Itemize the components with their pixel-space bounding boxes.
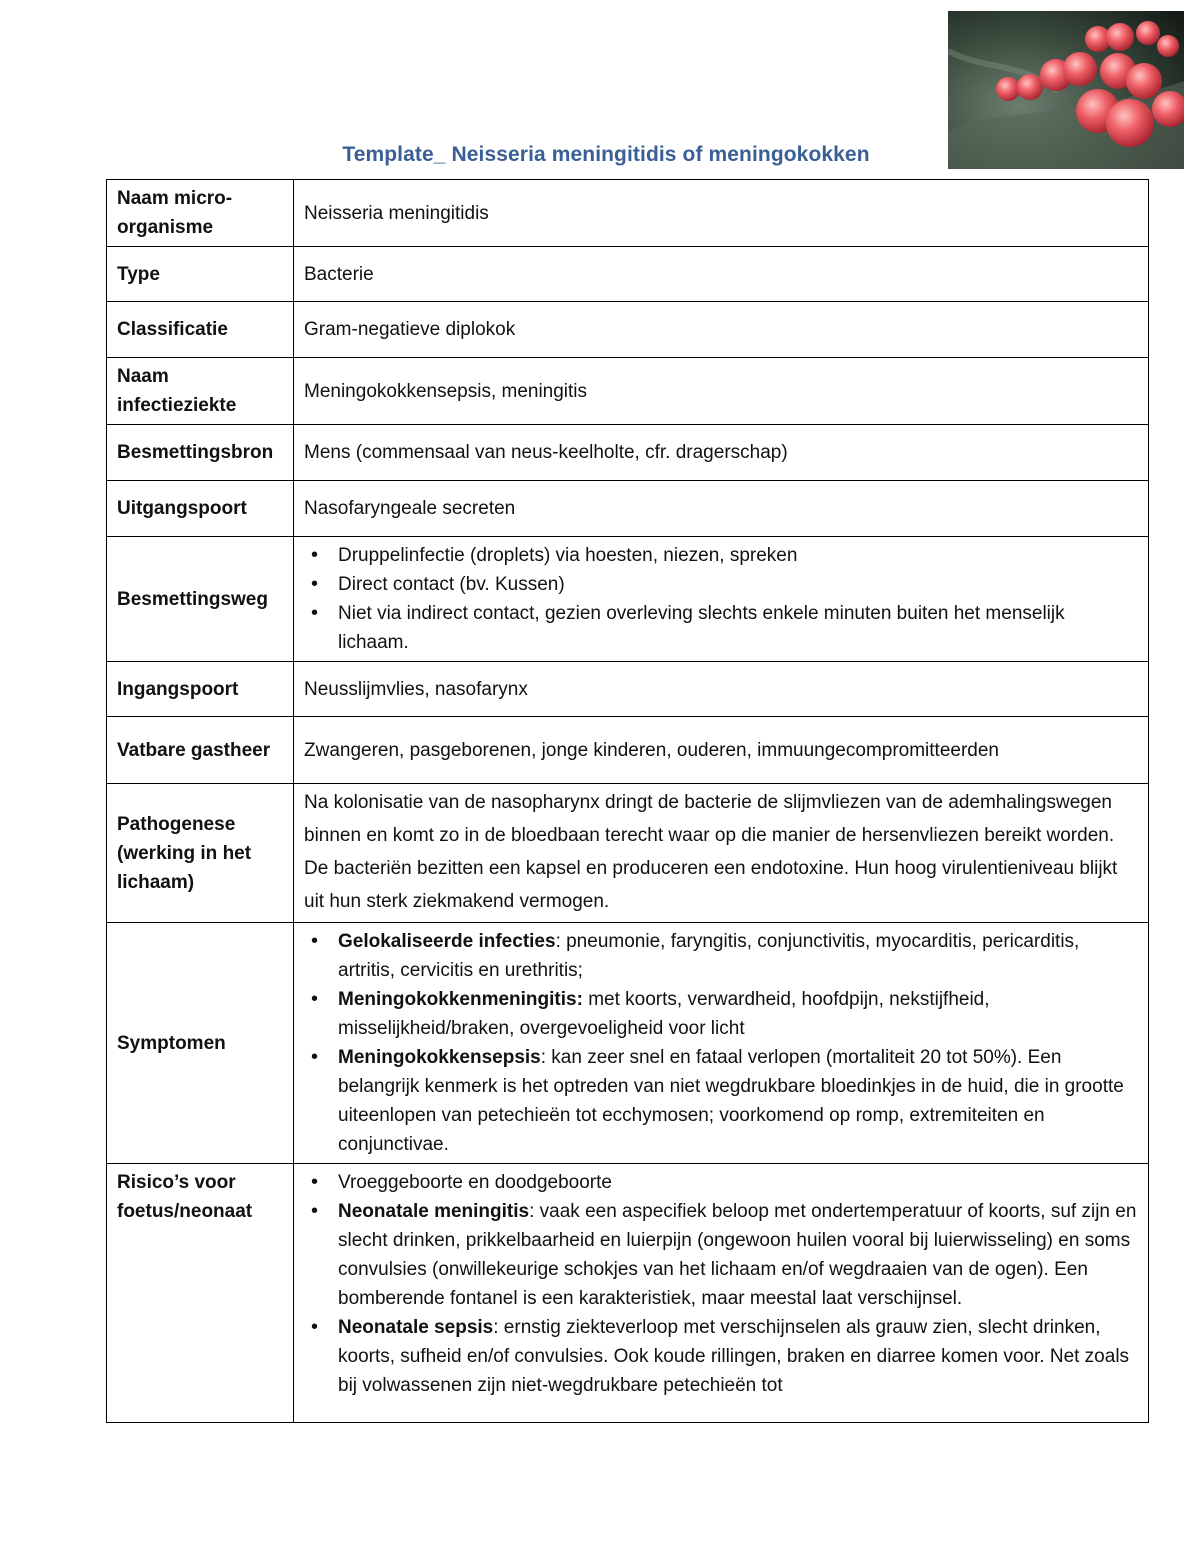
row-value-besmettingsbron: Mens (commensaal van neus-keelholte, cfr. dragerschap) <box>294 425 1149 481</box>
bullet-term: Meningokokkensepsis <box>338 1047 541 1068</box>
bullet-term: Gelokaliseerde infecties <box>338 931 556 952</box>
list-item <box>338 1168 1138 1197</box>
row-label-uitgangspoort: Uitgangspoort <box>107 481 294 537</box>
row-label-vatbare-gastheer: Vatbare gastheer <box>107 717 294 784</box>
row-value-naam-infectieziekte: Meningokokkensepsis, meningitis <box>294 358 1149 425</box>
list-item: • Direct contact (bv. Kussen) <box>338 570 1138 599</box>
row-value-pathogenese: Na kolonisatie van de nasopharynx dringt de bacterie de slijmvliezen van de ademhalingswegen binnen en komt zo in de bloedbaan terecht waar op die manier de hersenvliezen bereikt worden. De bacteriën bezitten een kapsel en produceren een endotoxine. Hun hoog virulentieniveau blijkt uit hun sterk ziekmakend vermogen. <box>294 784 1149 923</box>
table-row <box>107 302 1149 358</box>
table-row <box>107 537 1149 662</box>
row-label-pathogenese: Pathogenese (werking in het lichaam) <box>107 784 294 923</box>
row-label-classificatie: Classificatie <box>107 302 294 358</box>
row-value-uitgangspoort: Nasofaryngeale secreten <box>294 481 1149 537</box>
table-row <box>107 923 1149 1164</box>
list-item <box>338 1313 1138 1400</box>
list-item <box>338 927 1138 985</box>
row-label-ingangspoort: Ingangspoort <box>107 662 294 717</box>
bullet-text: : vaak een aspecifiek beloop met ondertemperatuur of koorts, suf zijn en slecht drinken, prikkelbaarheid en luierpijn (ongewoon huilen vooral bij luierwisseling) en soms convulsies (onwillekeurige schokjes van het lichaam en/of wegdraaien van de ogen). Een bomberende fontanel is een karakteristiek, maar meestal laat verschijnsel. <box>338 1201 1137 1309</box>
bullet-term: Neonatale sepsis <box>338 1317 494 1338</box>
row-value-naam-micro-organisme: Neisseria meningitidis <box>294 180 1149 247</box>
row-label-risicos: Risico’s voor foetus/neonaat <box>107 1164 294 1423</box>
page-title: Template_ Neisseria meningitidis of meningokokken <box>342 143 870 166</box>
row-value-risicos <box>294 1164 1149 1423</box>
row-value-classificatie: Gram-negatieve diplokok <box>294 302 1149 358</box>
table-row <box>107 425 1149 481</box>
info-table <box>106 179 1149 1423</box>
list-item <box>338 1197 1138 1313</box>
row-value-symptomen <box>294 923 1149 1164</box>
bullet-text: : ernstig ziekteverloop met verschijnselen als grauw zien, slecht drinken, koorts, sufheid en/of convulsies. Ook koude rillingen, braken en diarree komen voor. Net zoals bij volwassenen zijn niet-wegdrukbare petechieën tot <box>338 1317 1130 1396</box>
bullet-text: : kan zeer snel en fataal verlopen (mortaliteit 20 tot 50%). Een belangrijk kenmerk is het optreden van niet wegdrukbare bloedinkjes in de huid, die in grootte uiteenlopen van petechieën tot ecchymosen; voorkomend op romp, extremiteiten en conjunctivae. <box>338 1047 1124 1155</box>
row-value-type: Bacterie <box>294 247 1149 302</box>
bullet-list <box>304 927 1138 1159</box>
table-row <box>107 481 1149 537</box>
row-label-besmettingsbron: Besmettingsbron <box>107 425 294 481</box>
row-label-type: Type <box>107 247 294 302</box>
bullet-term: Neonatale meningitis <box>338 1201 530 1222</box>
row-label-naam-infectieziekte: Naam infectieziekte <box>107 358 294 425</box>
row-label-besmettingsweg: Besmettingsweg <box>107 537 294 662</box>
table-row <box>107 717 1149 784</box>
bullet-term: Meningokokkenmeningitis: <box>338 989 583 1010</box>
bullet-list <box>304 541 1138 657</box>
list-item <box>338 985 1138 1043</box>
table-row <box>107 358 1149 425</box>
list-item: • Niet via indirect contact, gezien overleving slechts enkele minuten buiten het menselijk lichaam. <box>338 599 1138 657</box>
bullet-text: Vroeggeboorte en doodgeboorte <box>338 1172 612 1193</box>
list-item <box>338 1043 1138 1159</box>
table-row <box>107 784 1149 923</box>
row-value-besmettingsweg <box>294 537 1149 662</box>
bullet-text: : pneumonie, faryngitis, conjunctivitis, myocarditis, pericarditis, artritis, cervicitis en urethritis; <box>338 931 1080 981</box>
table-row <box>107 247 1149 302</box>
table-row <box>107 1164 1149 1423</box>
row-value-ingangspoort: Neusslijmvlies, nasofarynx <box>294 662 1149 717</box>
row-label-symptomen: Symptomen <box>107 923 294 1164</box>
list-item: • Druppelinfectie (droplets) via hoesten, niezen, spreken <box>338 541 1138 570</box>
row-value-vatbare-gastheer: Zwangeren, pasgeborenen, jonge kinderen, ouderen, immuungecompromitteerden <box>294 717 1149 784</box>
bullet-text: met koorts, verwardheid, hoofdpijn, nekstijfheid, misselijkheid/braken, overgevoeligheid voor licht <box>338 989 990 1039</box>
bullet-list <box>304 1168 1138 1400</box>
table-row <box>107 662 1149 717</box>
row-label-naam-micro-organisme: Naam micro-organisme <box>107 180 294 247</box>
table-row <box>107 180 1149 247</box>
